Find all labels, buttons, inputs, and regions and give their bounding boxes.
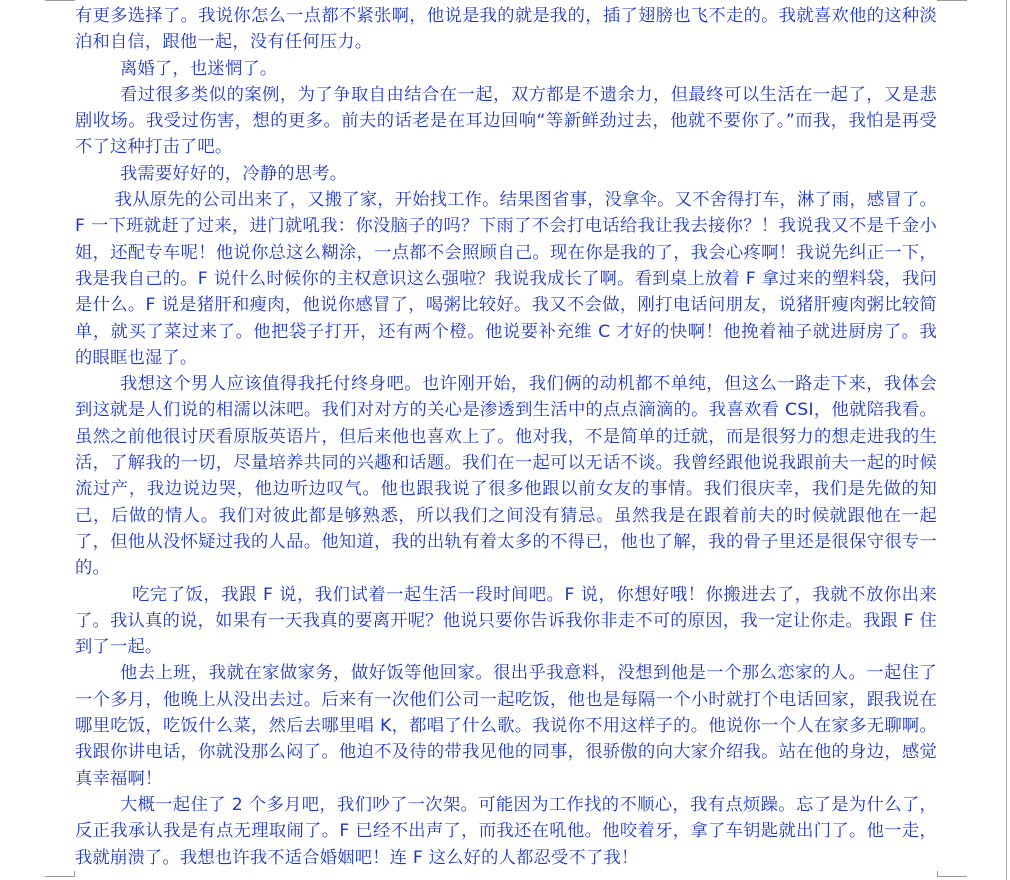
page-edge (1006, 0, 1007, 880)
paragraph: 吃完了饭，我跟 F 说，我们试着一起生活一段时间吧。F 说，你想好哦！你搬进去了，我就不放你出来了。我认真的说，如果有一天我真的要离开呢？他说只要你告诉我你非走不可的原因，我一定让你走。我跟 F 住到了一起。 (75, 584, 937, 658)
page-corner-mark (937, 871, 938, 877)
paragraph: 他去上班，我就在家做家务，做好饭等他回家。很出乎我意料，没想到他是一个那么恋家的人。一起住了一个多月，他晚上从没出去过。后来有一次他们公司一起吃饭，他也是每隔一个小时就打个电话回家，跟我说在哪里吃饭，吃饭什么菜，然后去哪里唱 K，都唱了什么歌。我说你不用这样子的。他说你一个人在家多无聊啊。我跟你讲电话，你就没那么闷了。他迫不及待的带我见他的同事，很骄傲的向大家介绍我。站在他的身边，感觉真幸福啊！ (75, 663, 937, 789)
paragraph: 看过很多类似的案例，为了争取自由结合在一起，双方都是不遗余力，但最终可以生活在一起了，又是悲剧收场。我受过伤害，想的更多。前夫的话老是在耳边回响“等新鲜劲过去，他就不要你了。”而我，我怕是再受不了这种打击了吧。 (75, 84, 937, 158)
paragraph: 我需要好好的，冷静的思考。 (119, 163, 348, 184)
document-body (75, 3, 937, 871)
paragraph: 离婚了，也迷惘了。 (119, 58, 278, 79)
page-corner-mark (937, 0, 967, 1)
paragraph: 我从原先的公司出来了，又搬了家，开始找工作。结果图省事，没拿伞。又不舍得打车，淋了雨，感冒了。F 一下班就赶了过来，进门就吼我：你没脑子的吗？下雨了不会打电话给我让我去接你？！我说我又不是千金小姐，还配专车呢！他说你总这么糊涂，一点都不会照顾自己。现在你是我的了，我会心疼啊！我说先纠正一下，我是我自己的。F 说什么时候你的主权意识这么强啦？我说我成长了啊。看到桌上放着 F 拿过来的塑料袋，我问是什么。F 说是猪肝和瘦肉，他说你感冒了，喝粥比较好。我又不会做，刚打电话问朋友，说猪肝瘦肉粥比较简单，就买了菜过来了。他把袋子打开，还有两个橙。他说要补充维 C 才好的快啊！他挽着袖子就进厨房了。我的眼眶也湿了。 (75, 190, 937, 368)
page-corner-mark (937, 876, 967, 877)
page-corner-mark (45, 0, 75, 1)
page-corner-mark (45, 876, 75, 877)
paragraph: 我想这个男人应该值得我托付终身吧。也许刚开始，我们俩的动机都不单纯，但这么一路走下来，我体会到这就是人们说的相濡以沫吧。我们对对方的关心是渗透到生活中的点点滴滴的。我喜欢看 CSI，他就陪我看。虽然之前他很讨厌看原版英语片，但后来他也喜欢上了。他对我，不是简单的迁就，而是很努力的想走进我的生活，了解我的一切，尽量培养共同的兴趣和话题。我们在一起可以无话不谈。我曾经跟他说我跟前夫一起的时候流过产，我边说边哭，他边听边叹气。他也跟我说了很多他跟以前女友的事情。我们很庆幸，我们是先做的知己，后做的情人。我们对彼此都是够熟悉，所以我们之间没有猜忌。虽然我是在跟着前夫的时候就跟他在一起了，但他从没怀疑过我的人品。他知道，我的出轨有着太多的不得已，他也了解，我的骨子里还是很保守很专一的。 (75, 374, 937, 579)
paragraph: 大概一起住了 2 个多月吧，我们吵了一次架。可能因为工作找的不顺心，我有点烦躁。忘了是为什么了，反正我承认我是有点无理取闹了。F 已经不出声了，而我还在吼他。他咬着牙，拿了车钥匙就出门了。他一走，我就崩溃了。我想也许我不适合婚姻吧！连 F 这么好的人都忍受不了我！ (75, 794, 937, 868)
paragraph: 有更多选择了。我说你怎么一点都不紧张啊，他说是我的就是我的，插了翅膀也飞不走的。我就喜欢他的这种淡泊和自信，跟他一起，没有任何压力。 (75, 6, 937, 53)
page-corner-mark (74, 871, 75, 877)
